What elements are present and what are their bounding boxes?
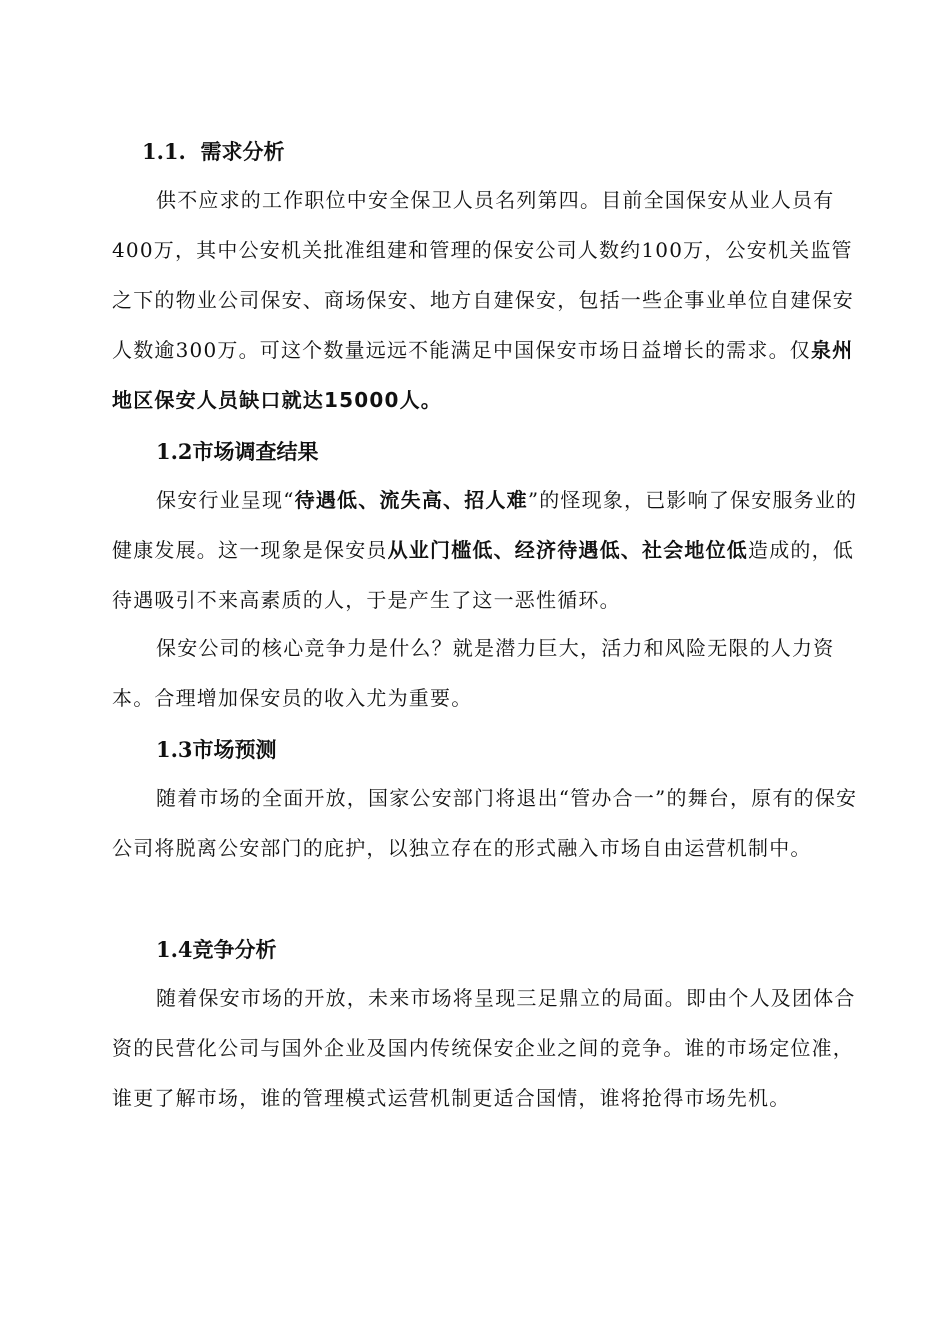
- heading-number: 1.2: [156, 439, 193, 464]
- paragraph-demand-analysis: [112, 175, 864, 425]
- section-heading-market-forecast: [156, 735, 277, 765]
- paragraph-text: ”的怪现象，已影响了保安服务业的健康发展。这一现象是保安员: [112, 488, 858, 562]
- paragraph-core-competitiveness: 保安公司的核心竞争力是什么？就是潜力巨大，活力和风险无限的人力资本。合理增加保安员的收入尤为重要。: [112, 636, 835, 710]
- paragraph-text: 保安行业呈现“: [156, 488, 295, 512]
- section-heading-market-survey: [156, 437, 319, 467]
- paragraph-text: 供不应求的工作职位中安全保卫人员名列第四。目前全国保安从业人员有400万，其中公安机关批准组建和管理的保安公司人数约100万，公安机关监管之下的物业公司保安、商场保安、地方自建保安，包括一些企事业单位自建保安人数逾300万。可这个数量远远不能满足中国保安市场日益增长的需求。仅: [112, 188, 854, 362]
- paragraph-market-survey: [112, 475, 864, 625]
- section-heading-demand-analysis: [142, 137, 284, 167]
- heading-text: 竞争分析: [192, 938, 277, 962]
- paragraph-text: 造成的，低待遇吸引不来高素质的人，于是产生了这一恶性循环。: [112, 538, 855, 612]
- heading-text: 市场预测: [192, 738, 277, 762]
- heading-text: 市场调查结果: [192, 440, 319, 464]
- paragraph-competition-analysis: 随着保安市场的开放，未来市场将呈现三足鼎立的局面。即由个人及团体合资的民营化公司与国外企业及国内传统保安企业之间的竞争。谁的市场定位准，谁更了解市场，谁的管理模式运营机制更适合国情，谁将抢得市场先机。: [112, 986, 856, 1110]
- paragraph-emphasis: 泉州地区保安人员缺口就达15000人。: [112, 338, 854, 412]
- section-heading-competition-analysis: [156, 935, 277, 965]
- heading-number: 1.1.: [142, 139, 186, 164]
- heading-number: 1.4: [156, 937, 193, 962]
- heading-number: 1.3: [156, 737, 193, 762]
- paragraph-emphasis: 从业门槛低、经济待遇低、社会地位低: [387, 538, 749, 562]
- paragraph-market-forecast: 随着市场的全面开放，国家公安部门将退出“管办合一”的舞台，原有的保安公司将脱离公安部门的庇护，以独立存在的形式融入市场自由运营机制中。: [112, 786, 858, 860]
- heading-text: 需求分析: [200, 140, 285, 164]
- paragraph-emphasis: 待遇低、流失高、招人难: [294, 488, 528, 512]
